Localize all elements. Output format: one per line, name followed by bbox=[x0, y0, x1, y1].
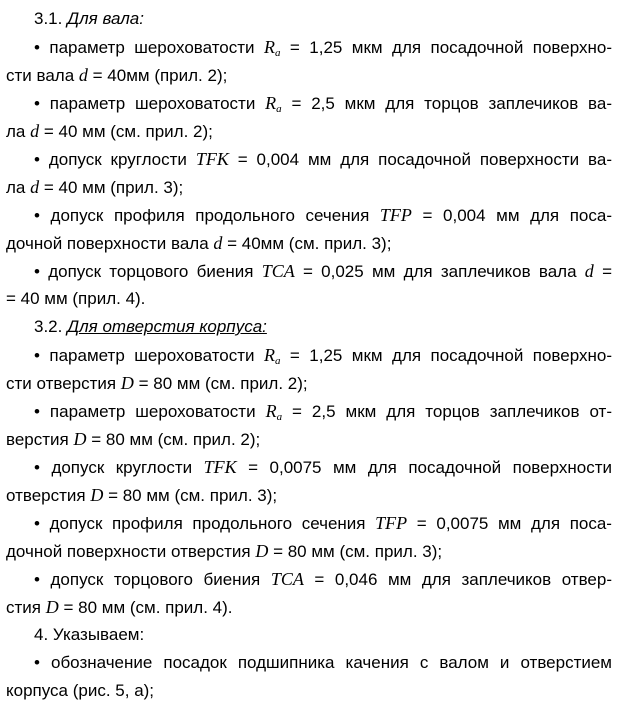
symbol-d: d bbox=[213, 233, 223, 253]
symbol-D: D bbox=[45, 597, 59, 617]
text-line: верстия D = 80 мм (см. прил. 2); bbox=[6, 429, 261, 449]
section-title: Для вала: bbox=[67, 9, 144, 28]
bullet: • bbox=[34, 458, 40, 477]
text-line: • параметр шероховатости $R_a = 1,25$ мкм для посадочной поверхно- bbox=[34, 37, 612, 59]
bullet: • bbox=[34, 402, 40, 421]
text-line: • допуск профиля продольного сечения TFP = 0,004 мм для поса- bbox=[34, 205, 613, 225]
text-line: дочной поверхности вала d = 40мм (см. прил. 3); bbox=[6, 233, 392, 253]
text-line: стия D = 80 мм (см. прил. 4). bbox=[6, 597, 233, 617]
text-line: дочной поверхности отверстия D = 80 мм (см. прил. 3); bbox=[6, 541, 443, 561]
section-title: Для отверстия корпуса: bbox=[67, 317, 267, 336]
section-heading-4 bbox=[34, 625, 144, 645]
text-line: • параметр шероховатости $R_a = 1,25$ мкм для посадочной поверхно- bbox=[34, 345, 612, 367]
text-line: ла d = 40 мм (прил. 3); bbox=[6, 177, 184, 197]
symbol-tca: TCA bbox=[270, 569, 304, 589]
symbol-d: d bbox=[78, 65, 88, 85]
text-line: • допуск торцового биения TCA = 0,046 мм для заплечиков отвер- bbox=[34, 569, 612, 589]
symbol-D: D bbox=[73, 429, 87, 449]
symbol-tfp: TFP bbox=[375, 513, 408, 533]
symbol-d: d bbox=[584, 261, 594, 281]
symbol-tfk: TFK bbox=[203, 457, 237, 477]
bullet: • bbox=[34, 653, 40, 672]
bullet: • bbox=[34, 262, 40, 281]
bullet: • bbox=[34, 346, 40, 365]
symbol-d: d bbox=[30, 177, 40, 197]
symbol-D: D bbox=[255, 541, 269, 561]
symbol-D: D bbox=[120, 373, 134, 393]
section-number: 3.1. bbox=[34, 9, 63, 28]
symbol-tca: TCA bbox=[261, 261, 295, 281]
section-heading-3-1 bbox=[34, 9, 144, 29]
text-line: • допуск профиля продольного сечения TFP = 0,0075 мм для поса- bbox=[34, 513, 612, 533]
text-line: = 40 мм (прил. 4). bbox=[6, 289, 146, 308]
symbol-ra: $R_a$ bbox=[265, 401, 283, 423]
section-number: 3.2. bbox=[34, 317, 63, 336]
symbol-ra: $R_a$ bbox=[265, 93, 282, 115]
text-line: отверстия D = 80 мм (см. прил. 3); bbox=[6, 485, 278, 505]
symbol-tfk: TFK bbox=[195, 149, 229, 169]
text-line: сти отверстия D = 80 мм (см. прил. 2); bbox=[6, 373, 308, 393]
text-line: • допуск круглости TFK = 0,004 мм для посадочной поверхности ва- bbox=[34, 149, 613, 169]
text-line: • параметр шероховатости $R_a = 2,5$ мкм для торцов заплечиков от- bbox=[34, 401, 612, 423]
bullet: • bbox=[34, 206, 40, 225]
section-title: Указываем: bbox=[52, 625, 145, 644]
section-heading-3-2 bbox=[34, 317, 267, 337]
text-line: • допуск круглости TFK = 0,0075 мм для посадочной поверхности bbox=[34, 457, 612, 477]
text-line: • параметр шероховатости $R_a = 2,5$ мкм для торцов заплечиков ва- bbox=[34, 93, 612, 115]
section-number: 4. bbox=[34, 625, 49, 644]
text-line: • обозначение посадок подшипника качения с валом и отверстием bbox=[34, 653, 612, 672]
bullet: • bbox=[34, 150, 40, 169]
symbol-d: d bbox=[30, 121, 40, 141]
text-line: корпуса (рис. 5, а); bbox=[6, 681, 155, 700]
symbol-ra: $R_a$ bbox=[263, 37, 281, 59]
symbol-D: D bbox=[90, 485, 104, 505]
symbol-tfp: TFP bbox=[379, 205, 412, 225]
text-line: ла d = 40 мм (см. прил. 2); bbox=[6, 121, 213, 141]
bullet: • bbox=[34, 38, 40, 57]
bullet: • bbox=[34, 514, 40, 533]
text-line: сти вала d = 40мм (прил. 2); bbox=[6, 65, 228, 85]
text-line: • допуск торцового биения TCA = 0,025 мм для заплечиков вала d = bbox=[34, 261, 612, 281]
bullet: • bbox=[34, 94, 40, 113]
symbol-ra: $R_a$ bbox=[263, 345, 281, 367]
bullet: • bbox=[34, 570, 40, 589]
